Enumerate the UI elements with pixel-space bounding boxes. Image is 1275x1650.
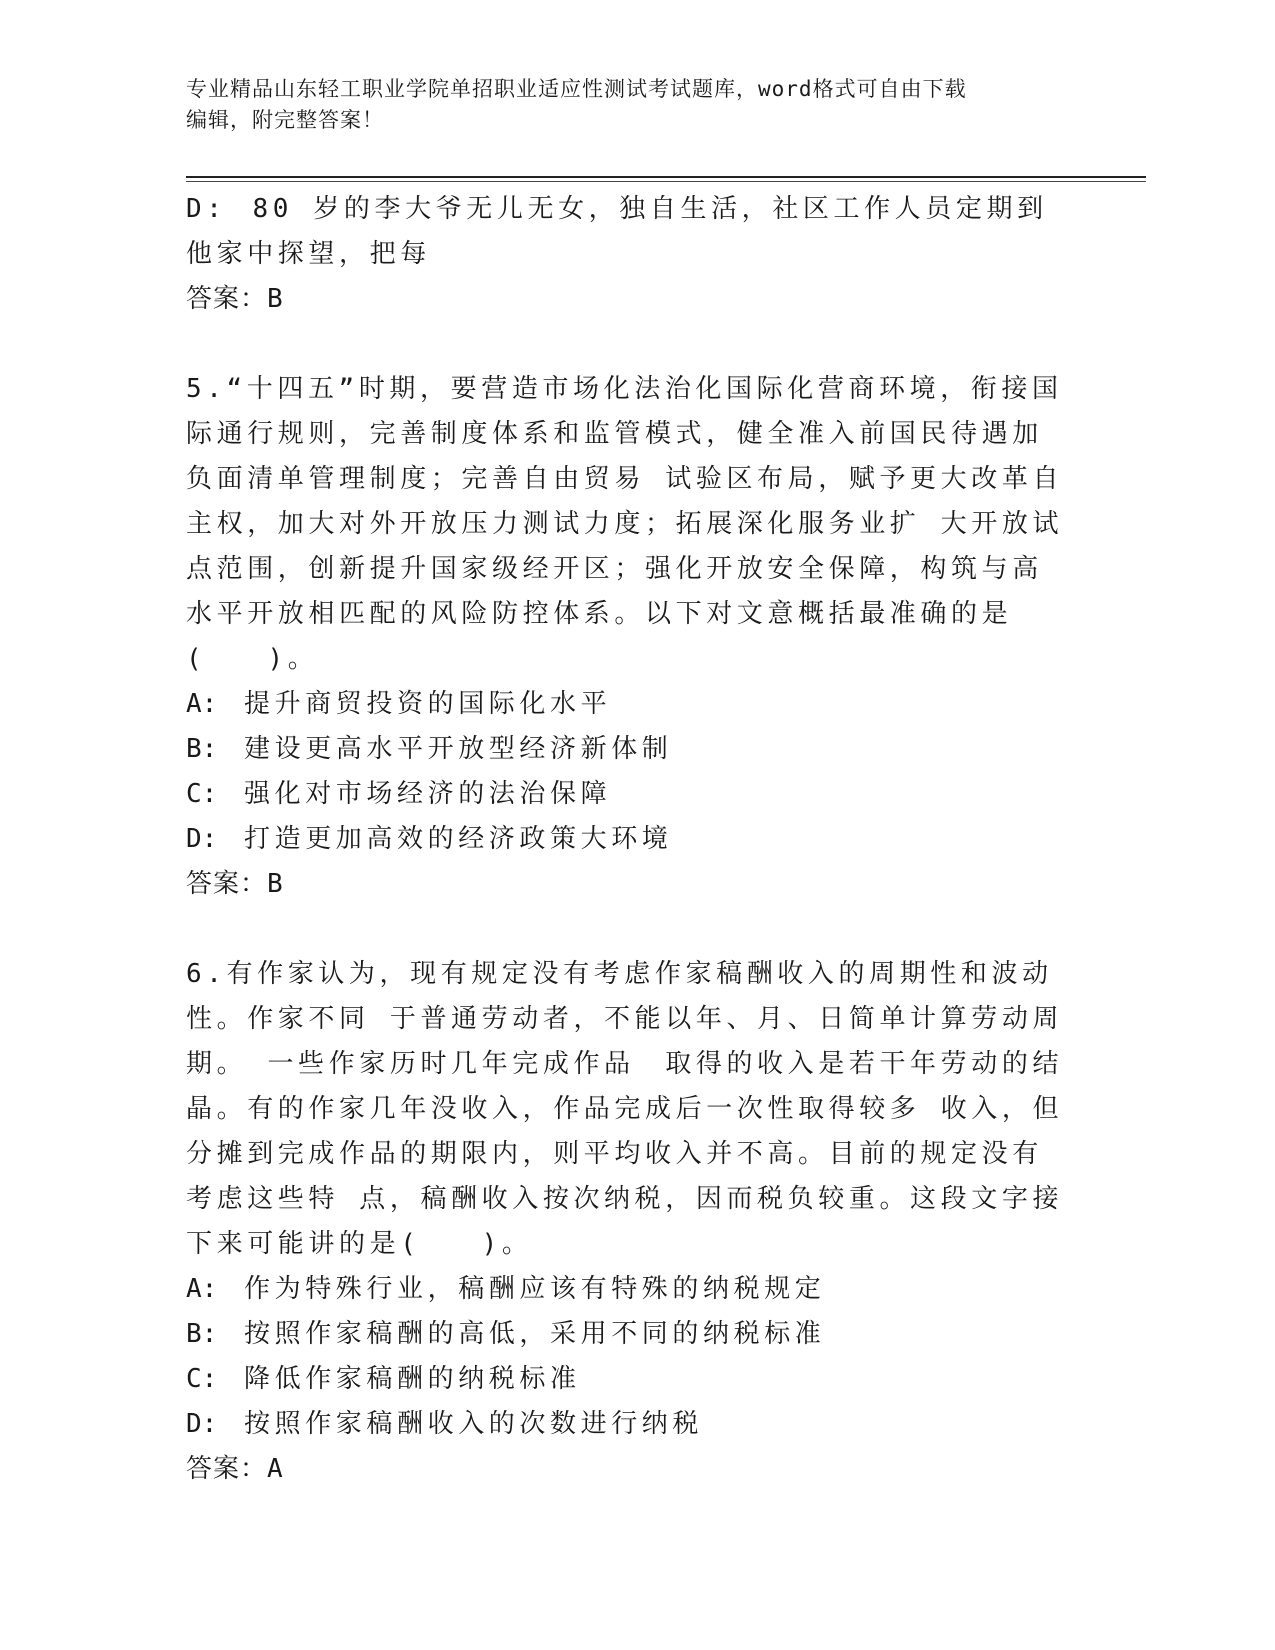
q6-option-b-key: B: [186, 1319, 218, 1349]
q6-option-a-text: 作为特殊行业，稿酬应该有特殊的纳税规定 [244, 1274, 826, 1304]
q5-option-d-text: 打造更加高效的经济政策大环境 [244, 824, 673, 854]
q4-option-d-key: D: [186, 194, 227, 224]
q5-option-c-text: 强化对市场经济的法治保障 [244, 779, 612, 809]
q5-answer-label: 答案： [186, 869, 268, 899]
q5-option-a [186, 682, 1066, 727]
q4-option-d [186, 187, 1066, 277]
q6-option-c [186, 1357, 1066, 1402]
q5-option-c [186, 772, 1066, 817]
q6-answer-label: 答案： [186, 1454, 268, 1484]
q5-option-a-text: 提升商贸投资的国际化水平 [244, 689, 612, 719]
q4-answer-value: B [267, 284, 283, 314]
header-divider-thick [186, 176, 1146, 178]
q6-option-b [186, 1312, 1066, 1357]
q5-option-b-text: 建设更高水平开放型经济新体制 [244, 734, 673, 764]
q6-option-d-text: 按照作家稿酬收入的次数进行纳税 [244, 1409, 704, 1439]
q5-option-c-key: C: [186, 779, 218, 809]
q5-option-b [186, 727, 1066, 772]
q6-option-c-key: C: [186, 1364, 218, 1394]
q5-answer [186, 862, 1066, 907]
page-header [186, 74, 1066, 136]
document-body [186, 187, 1066, 1492]
q5-option-b-key: B: [186, 734, 218, 764]
q5-answer-value: B [267, 869, 283, 899]
q4-answer-label: 答案： [186, 284, 268, 314]
q6-option-c-text: 降低作家稿酬的纳税标准 [244, 1364, 581, 1394]
q6-answer [186, 1447, 1066, 1492]
q6-option-d [186, 1402, 1066, 1447]
q5-option-a-key: A: [186, 689, 218, 719]
q6-option-a [186, 1267, 1066, 1312]
question-5 [186, 367, 1066, 907]
q4-option-d-text: 80 岁的李大爷无儿无女，独自生活，社区工作人员定期到他家中探望，把每 [186, 194, 1048, 269]
q5-option-d-key: D: [186, 824, 218, 854]
q6-option-d-key: D: [186, 1409, 218, 1439]
q6-option-a-key: A: [186, 1274, 218, 1304]
header-divider-thin [186, 181, 1146, 182]
header-line-2: 编辑，附完整答案！ [186, 108, 384, 132]
header-line-1: 专业精品山东轻工职业学院单招职业适应性测试考试题库，word格式可自由下载 [186, 77, 967, 101]
q4-answer [186, 277, 1066, 322]
q6-stem: 6.有作家认为，现有规定没有考虑作家稿酬收入的周期性和波动性。作家不同 于普通劳动者，不能以年、月、日简单计算劳动周期。 一些作家历时几年完成作品 取得的收入是若干年劳动的结晶。有的作家几年没收入，作品完成后一次性取得较多 收入，但分摊到完成作品的期限内，则平均收入并不高。目前的规定没有考虑这些特 点，稿酬收入按次纳税，因而税负较重。这段文字接下来可能讲的是( )。 [186, 959, 1064, 1259]
q6-answer-value: A [267, 1454, 283, 1484]
q5-option-d [186, 817, 1066, 862]
q6-option-b-text: 按照作家稿酬的高低，采用不同的纳税标准 [244, 1319, 826, 1349]
q5-stem: 5.“十四五”时期，要营造市场化法治化国际化营商环境，衔接国际通行规则，完善制度体系和监管模式，健全准入前国民待遇加负面清单管理制度；完善自由贸易 试验区布局，赋予更大改革自主权，加大对外开放压力测试力度；拓展深化服务业扩 大开放试点范围，创新提升国家级经开区；强化开放安全保障，构筑与高水平开放相匹配的风险防控体系。以下对文意概括最准确的是( )。 [186, 374, 1064, 674]
question-6 [186, 952, 1066, 1492]
spacer [186, 907, 1066, 952]
question-4-tail [186, 187, 1066, 322]
spacer [186, 322, 1066, 367]
